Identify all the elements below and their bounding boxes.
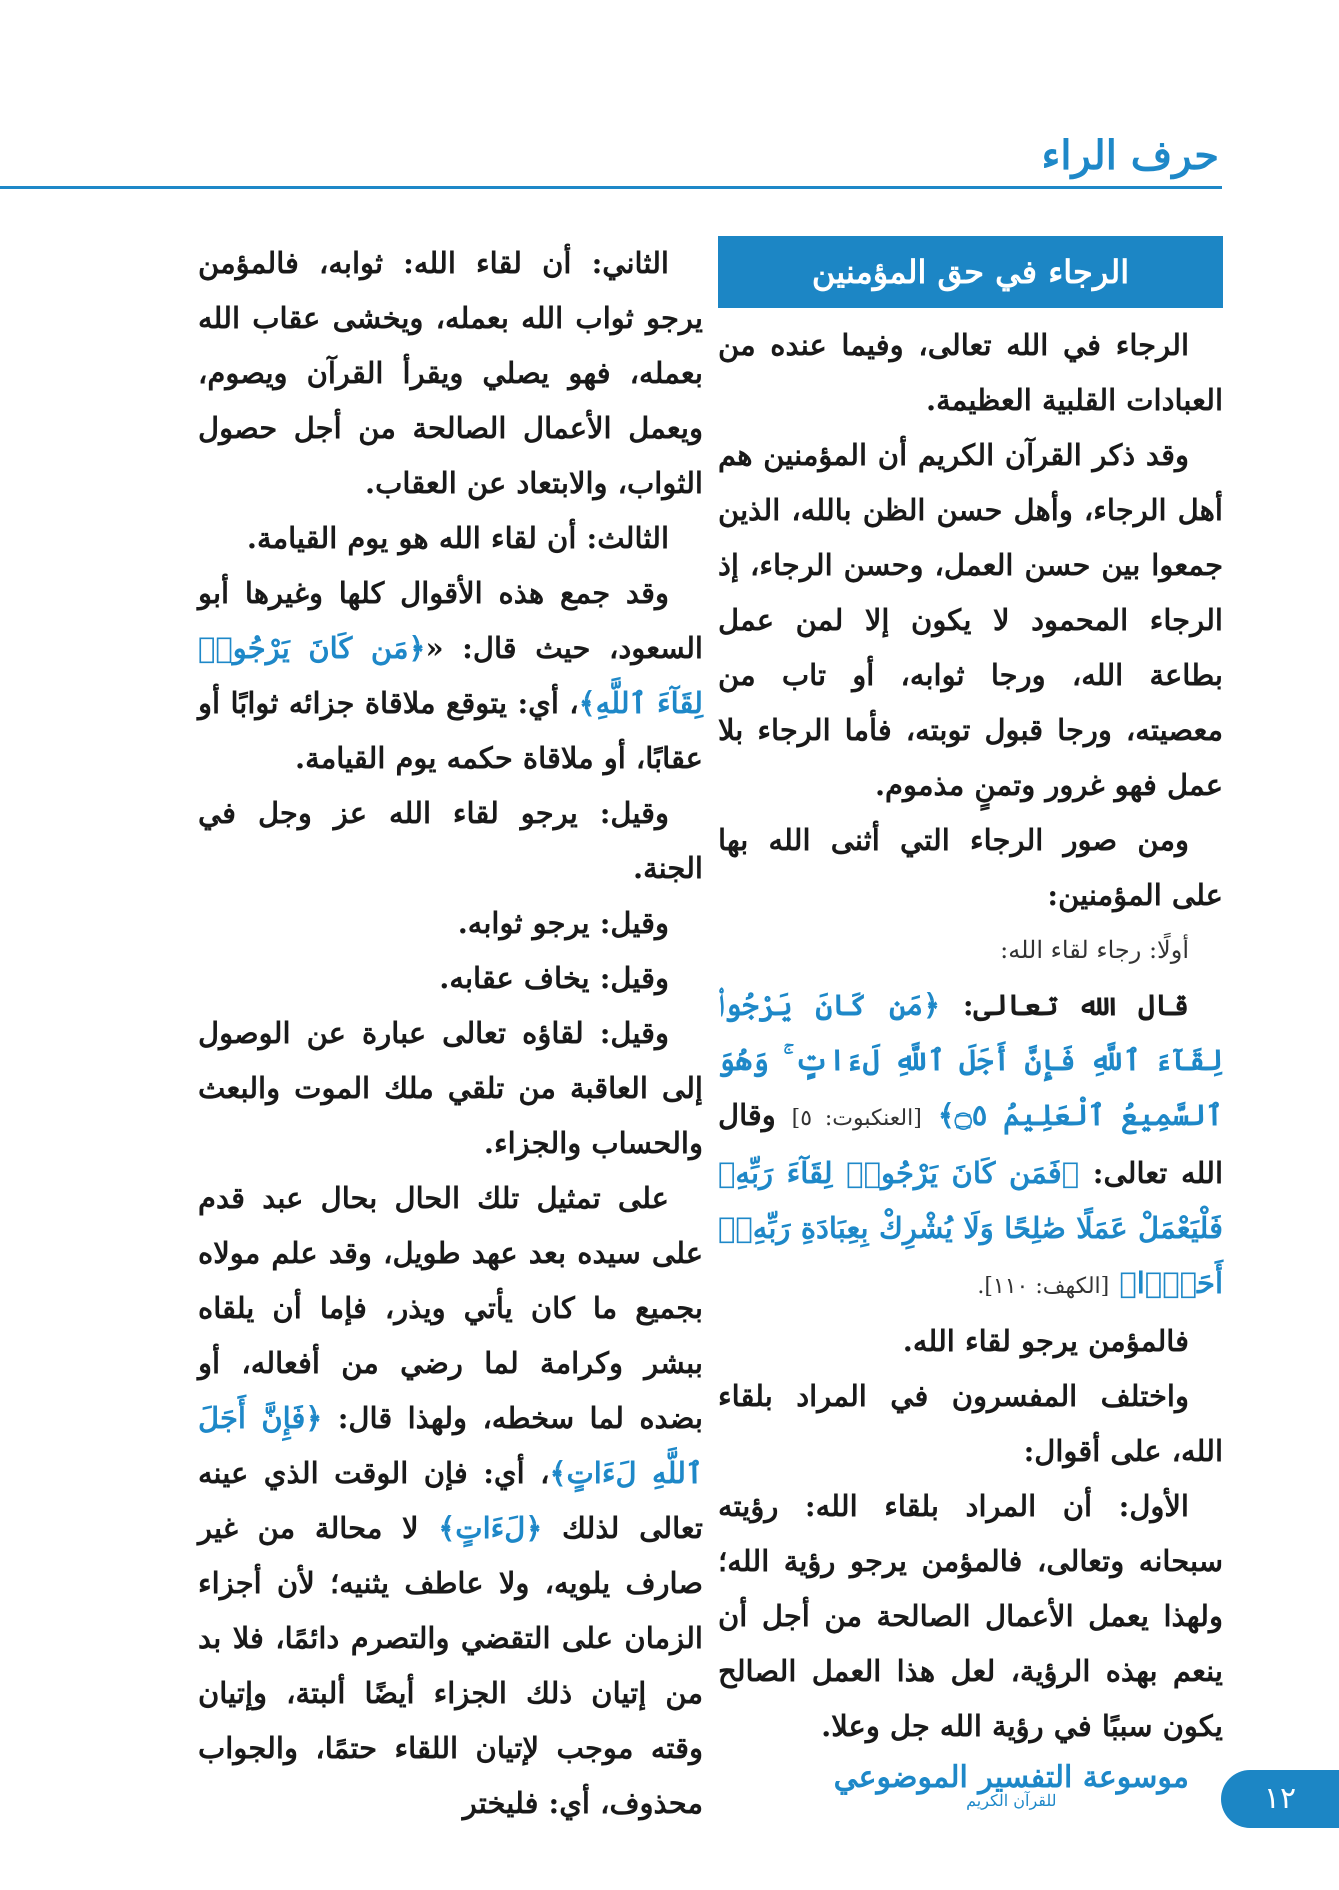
verse-reference: [العنكبوت: ٥] <box>791 1106 922 1131</box>
quran-verse: ﴿لَءَاتٍ﴾ <box>438 1511 543 1545</box>
text: لا محالة من غير صارف يلويه، ولا عاطف يثنيه؛ لأن أجزاء الزمان على التقضي والتصرم دائمًا، فلا بد من إتيان ذلك الجزاء أيضًا ألبتة، وإتيان وقته موجب لإتيان اللقاء حتمًا، والجواب محذوف، أي: فليختر <box>198 1511 703 1820</box>
logo-subtitle: للقرآن الكريم <box>966 1791 1057 1810</box>
encyclopedia-logo <box>834 1760 1189 1810</box>
quran-verse: ﴿مَن كَانَ يَرْجُوا۟ لِقَآءَ ٱللَّهِ فَإِنَّ أَجَلَ ٱللَّهِ لَءَاتٍ ۚ وَهُوَ ٱلسَّمِيعُ ٱلْعَلِيمُ ۝٥﴾ <box>718 988 1223 1132</box>
logo-title: موسوعة التفسير الموضوعي <box>833 1760 1189 1795</box>
paragraph: وقيل: يرجو ثوابه. <box>457 906 669 940</box>
quran-verse: ﴿فَإِنَّ أَجَلَ ٱللَّهِ لَءَاتٍ﴾ <box>198 1401 703 1490</box>
paragraph <box>198 236 703 511</box>
item-label: الثالث: <box>586 521 669 555</box>
right-column <box>718 236 1223 1754</box>
chapter-title: حرف الراء <box>1041 132 1219 179</box>
paragraph: الرجاء في الله تعالى، وفيما عنده من العبادات القلبية العظيمة. <box>718 328 1223 417</box>
paragraph <box>198 511 703 566</box>
quran-verse: ﴿فَمَن كَانَ يَرْجُوا۟ لِقَآءَ رَبِّهِۦ فَلْيَعْمَلْ عَمَلًا صَٰلِحًا وَلَا يُشْرِكْ بِعِبَادَةِ رَبِّهِۦٓ أَحَدًۢا﴾ <box>718 1156 1223 1300</box>
text: ، أي: يتوقع ملاقاة جزائه ثوابًا أو عقابًا، أو ملاقاة حكمه يوم القيامة. <box>198 686 703 775</box>
quote-intro: وقال الله تعالى: <box>718 1098 1223 1190</box>
text: ، أي: فإن الوقت الذي عينه تعالى لذلك <box>198 1456 703 1545</box>
paragraph: وقيل: يخاف عقابه. <box>439 961 669 995</box>
item-label: الثاني: <box>591 246 669 280</box>
text: وقد جمع هذه الأقوال كلها وغيرها أبو السعود، حيث قال: « <box>198 576 703 665</box>
section-title: الرجاء في حق المؤمنين <box>718 236 1223 308</box>
paragraph: وقد ذكر القرآن الكريم أن المؤمنين هم أهل الرجاء، وأهل حسن الظن بالله، الذين جمعوا بين حسن العمل، وحسن الرجاء، إذ الرجاء المحمود لا يكون إلا لمن عمل بطاعة الله، ورجا ثوابه، أو تاب من معصيته، ورجا قبول توبته، فأما الرجاء بلا عمل فهو غرور وتمنٍ مذموم. <box>718 438 1223 802</box>
subheading: أولًا: رجاء لقاء الله: <box>1000 936 1189 964</box>
quran-paragraph <box>718 978 1223 1314</box>
quran-verse: ﴿مَن كَانَ يَرْجُوا۟ لِقَآءَ ٱللَّهِ﴾ <box>198 631 703 720</box>
paragraph: واختلف المفسرون في المراد بلقاء الله، على أقوال: <box>718 1379 1223 1468</box>
item-text: أن لقاء الله: ثوابه، فالمؤمن يرجو ثواب الله بعمله، ويخشى عقاب الله بعمله، فهو يصلي ويقرأ القرآن ويصوم، ويعمل الأعمال الصالحة من أجل حصول الثواب، والابتعاد عن العقاب. <box>198 246 703 500</box>
item-text: أن لقاء الله هو يوم القيامة. <box>246 521 577 555</box>
paragraph: فالمؤمن يرجو لقاء الله. <box>902 1324 1189 1358</box>
paragraph <box>198 1171 703 1831</box>
left-column <box>198 236 703 1831</box>
paragraph <box>718 1479 1223 1754</box>
text: على تمثيل تلك الحال بحال عبد قدم على سيده بعد عهد طويل، وقد علم مولاه بجميع ما كان يأتي ويذر، فإما أن يلقاه ببشر وكرامة لما رضي من أفعاله، أو بضده لما سخطه، ولهذا قال: <box>198 1181 703 1435</box>
paragraph: وقيل: يرجو لقاء الله عز وجل في الجنة. <box>198 796 703 885</box>
page-number: ١٢ <box>1221 1770 1339 1828</box>
paragraph <box>198 566 703 786</box>
quote-intro: قال الله تعالى: <box>962 988 1189 1022</box>
header-divider <box>0 186 1222 189</box>
verse-reference: [الكهف: ١١٠]. <box>977 1274 1110 1299</box>
paragraph: ومن صور الرجاء التي أثنى الله بها على المؤمنين: <box>718 823 1223 912</box>
item-text: أن المراد بلقاء الله: رؤيته سبحانه وتعالى، فالمؤمن يرجو رؤية الله؛ ولهذا يعمل الأعمال الصالحة من أجل أن ينعم بهذه الرؤية، لعل هذا العمل الصالح يكون سببًا في رؤية الله جل وعلا. <box>718 1489 1223 1743</box>
item-label: الأول: <box>1118 1489 1189 1523</box>
paragraph: وقيل: لقاؤه تعالى عبارة عن الوصول إلى العاقبة من تلقي ملك الموت والبعث والحساب والجزاء. <box>198 1016 703 1160</box>
